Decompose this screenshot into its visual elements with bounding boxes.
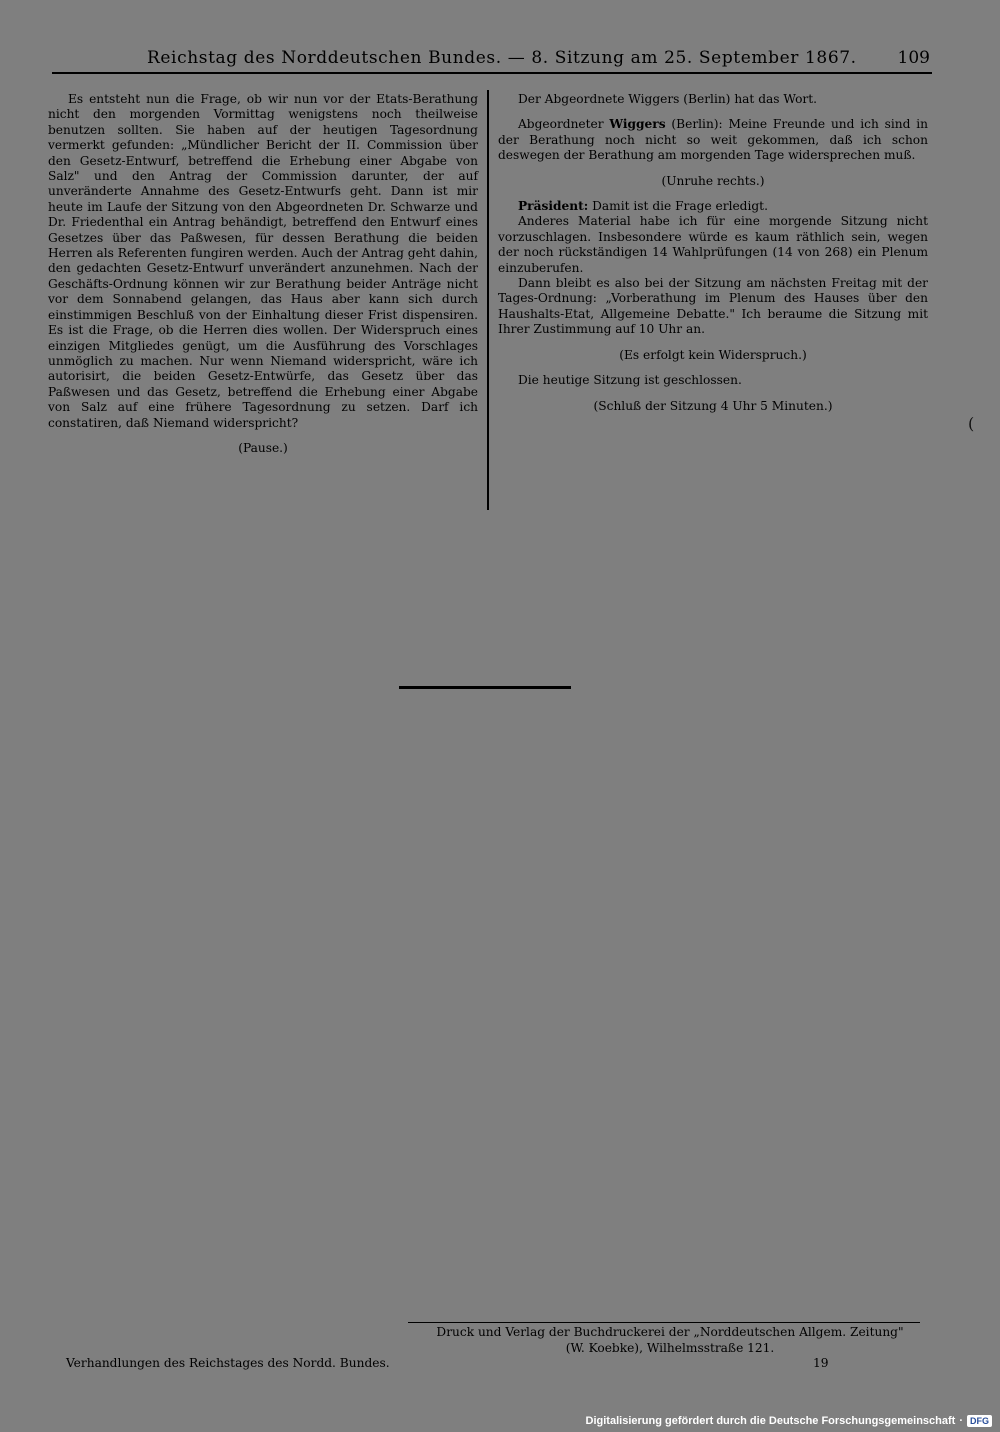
running-title: Reichstag des Norddeutschen Bundes. — 8. Sitzung am 25. September 1867.: [147, 48, 857, 68]
president-text-1: Damit ist die Frage erledigt.: [592, 199, 768, 214]
margin-mark-icon: (: [968, 414, 975, 433]
floor-given: Der Abgeordnete Wiggers (Berlin) hat das Wort.: [518, 92, 818, 106]
president-text-2: Anderes Material habe ich für eine morgende Sitzung nicht vorzuschlagen. Insbesondere würde es kaum räthlich sein, wegen der noch rückständigen 14 Wahlprüfungen (14 von 268) ein Plenum einzuberufen.: [498, 214, 928, 275]
page-number: 109: [897, 48, 930, 68]
no-objection-note: (Es erfolgt kein Widerspruch.): [619, 347, 807, 362]
imprint-line-1: Druck und Verlag der Buchdruckerei der „Norddeutschen Allgem. Zeitung": [436, 1325, 904, 1339]
sheet-signature: 19: [813, 1356, 829, 1370]
president-text-3: Dann bleibt es also bei der Sitzung am nächsten Freitag mit der Tages-Ordnung: „Vorberathung im Plenum des Hauses über den Haushalts-Etat, Allgemeine Debatte." Ich beraume die Sitzung mit Ihrer Zustimmung auf 10 Uhr an.: [498, 276, 928, 337]
president-paragraph: Es entsteht nun die Frage, ob wir nun vor der Etats-Berathung nicht den morgenden Vormittag wenigstens noch theilweise benutzen sollten. Sie haben auf der heutigen Tagesordnung vermerkt gefunden: „Mündlicher Bericht der II. Commission über den Gesetz-Entwurf, betreffend die Erhebung einer Abgabe von Salz" und den Antrag der Commission darunter, der auf unveränderte Annahme des Gesetz-Entwurfs geht. Dann ist mir heute im Laufe der Sitzung von den Abgeordneten Dr. Schwarze und Dr. Friedenthal ein Antrag behändigt, betreffend den Entwurf eines Gesetzes über das Paßwesen, für dessen Berathung die beiden Herren als Referenten fungiren werden. Auch der Antrag geht dahin, den gedachten Gesetz-Entwurf unverändert anzunehmen. Nach der Geschäfts-Ordnung können wir zur Berathung beider Anträge nicht vor dem Sonnabend gelangen, das Haus aber kann sich durch einstimmigen Beschluß von der Einhaltung dieser Frist dispensiren. Es ist die Frage, ob die Herren dies wollen. Der Widerspruch eines einzigen Mitgliedes genügt, um die Ausführung des Vorschlages unmöglich zu machen. Nur wenn Niemand widerspricht, wäre ich autorisirt, die beiden Gesetz-Entwürfe, das Gesetz über das Paßwesen und das Gesetz, betreffend die Erhebung einer Abgabe von Salz auf eine frühere Tagesordnung zu setzen. Darf ich constatiren, daß Niemand widerspricht?: [48, 92, 478, 430]
pause-note: (Pause.): [238, 440, 288, 455]
session-end-note: (Schluß der Sitzung 4 Uhr 5 Minuten.): [593, 398, 833, 413]
section-end-rule: [399, 686, 571, 689]
president-statement: [498, 199, 928, 214]
column-divider: [487, 90, 489, 510]
speech-text: (Berlin): Meine Freunde und ich sind in der Berathung noch nicht so weit gekommen, daß ich schon deswegen der Berathung am morgenden Tage widersprechen muß.: [498, 117, 929, 163]
speaker-intro: Abgeordneter: [518, 117, 604, 132]
series-title: Verhandlungen des Reichstages des Nordd. Bundes.: [66, 1356, 390, 1370]
imprint-rule: [408, 1322, 920, 1323]
speaker-name: Wiggers: [609, 117, 666, 132]
right-column: [498, 92, 928, 424]
printer-imprint: [420, 1325, 920, 1356]
dfg-credit: Digitalisierung gefördert durch die Deutsche Forschungsgemeinschaft · DFG: [586, 1412, 992, 1430]
running-header: [52, 46, 932, 74]
president-label: Präsident:: [518, 199, 589, 214]
left-column: [48, 92, 478, 466]
wiggers-speech: [498, 117, 928, 163]
dfg-credit-text: Digitalisierung gefördert durch die Deutsche Forschungsgemeinschaft: [585, 1415, 956, 1427]
unrest-note: (Unruhe rechts.): [661, 173, 765, 188]
session-closed: Die heutige Sitzung ist geschlossen.: [518, 373, 742, 388]
imprint-line-2: (W. Koebke), Wilhelmsstraße 121.: [565, 1340, 775, 1355]
dfg-logo-icon: DFG: [967, 1415, 992, 1427]
